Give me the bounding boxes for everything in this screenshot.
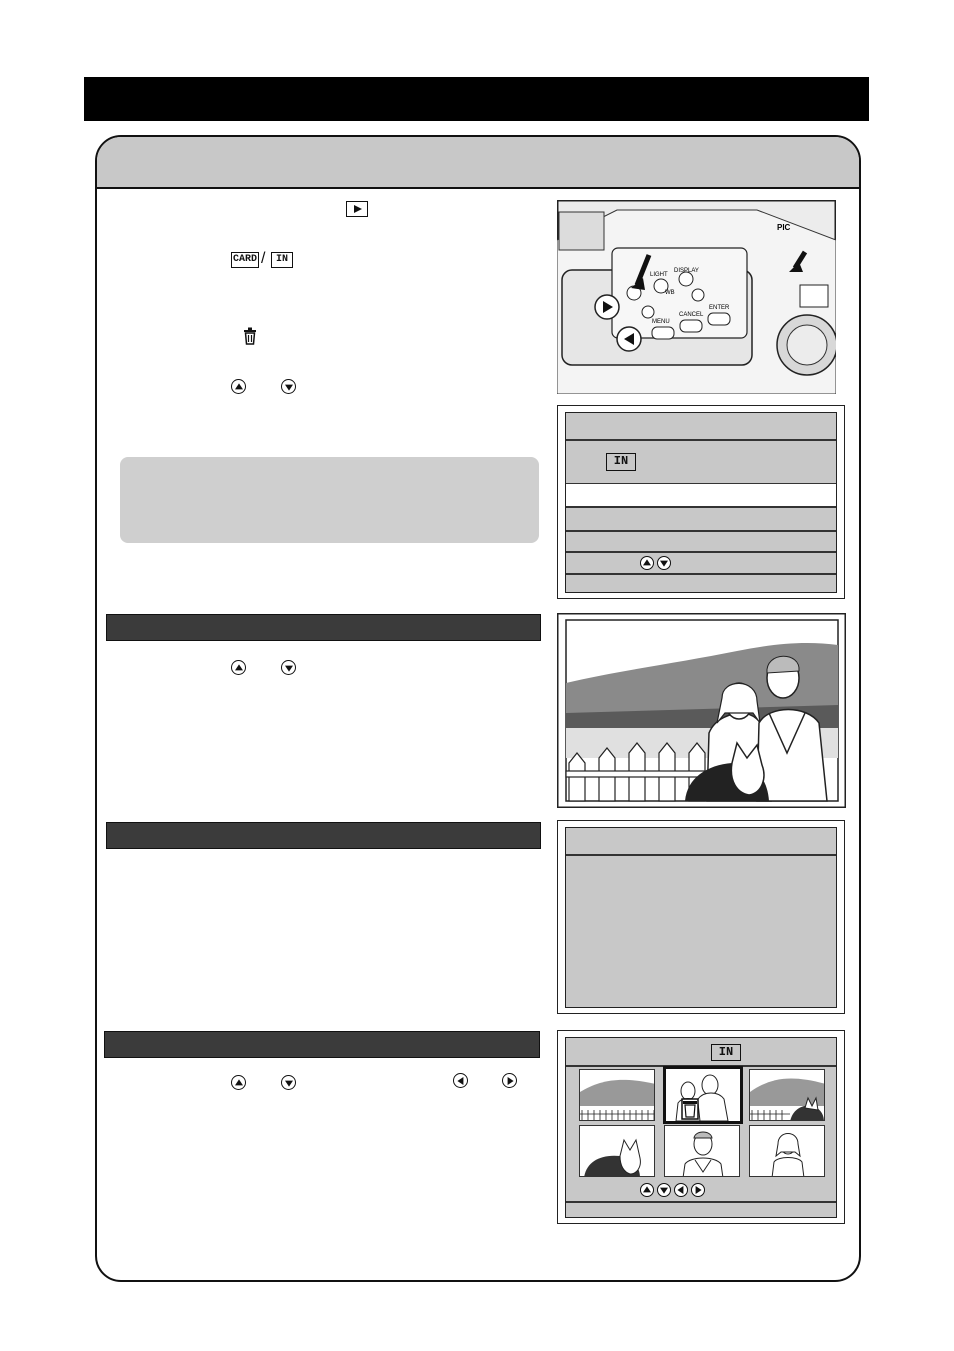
index-screen	[565, 1037, 837, 1218]
card-label: CARD	[231, 252, 259, 268]
wb-label: WB	[665, 290, 675, 296]
screen-up-icon	[640, 556, 654, 570]
message-screen	[565, 827, 837, 1008]
menu-label: MENU	[652, 319, 670, 325]
trash-icon	[243, 327, 257, 345]
menu-screen-frame	[557, 405, 845, 599]
screen-down-icon	[657, 556, 671, 570]
down-arrow-icon	[281, 1075, 296, 1090]
pic-label: PIC	[777, 223, 791, 232]
enter-label: ENTER	[709, 305, 730, 311]
in-label: IN	[271, 252, 293, 268]
thumbnail-4[interactable]	[579, 1125, 655, 1177]
note-box	[120, 457, 539, 543]
display-label: DISPLAY	[674, 268, 699, 274]
screen-right-icon	[691, 1183, 705, 1197]
down-arrow-icon	[281, 660, 296, 675]
thumbnail-5[interactable]	[664, 1125, 740, 1177]
thumbnail-6[interactable]	[749, 1125, 825, 1177]
thumbnail-2-selected[interactable]	[663, 1066, 743, 1124]
menu-highlight-row	[566, 484, 836, 506]
slash-separator: /	[261, 250, 266, 267]
play-icon	[346, 201, 368, 217]
section-bar-3	[104, 1031, 540, 1058]
up-arrow-icon	[231, 379, 246, 394]
light-label: LIGHT	[650, 272, 668, 278]
message-screen-frame	[557, 820, 845, 1014]
menu-screen	[565, 412, 837, 593]
up-arrow-icon	[231, 1075, 246, 1090]
panel-header	[97, 137, 859, 189]
in-screen-label: IN	[606, 453, 636, 471]
section-bar-1	[106, 614, 541, 641]
camera-illustration	[557, 200, 836, 394]
index-screen-frame	[557, 1030, 845, 1224]
thumbnail-3[interactable]	[749, 1069, 825, 1121]
down-arrow-icon	[281, 379, 296, 394]
in-screen-label: IN	[711, 1044, 741, 1061]
photo-illustration	[557, 613, 846, 808]
cancel-label: CANCEL	[679, 312, 704, 318]
top-title-bar	[84, 77, 869, 121]
section-bar-2	[106, 822, 541, 849]
screen-up-icon	[640, 1183, 654, 1197]
screen-down-icon	[657, 1183, 671, 1197]
right-arrow-icon	[502, 1073, 517, 1088]
thumbnail-1[interactable]	[579, 1069, 655, 1121]
up-arrow-icon	[231, 660, 246, 675]
screen-left-icon	[674, 1183, 688, 1197]
left-arrow-icon	[453, 1073, 468, 1088]
